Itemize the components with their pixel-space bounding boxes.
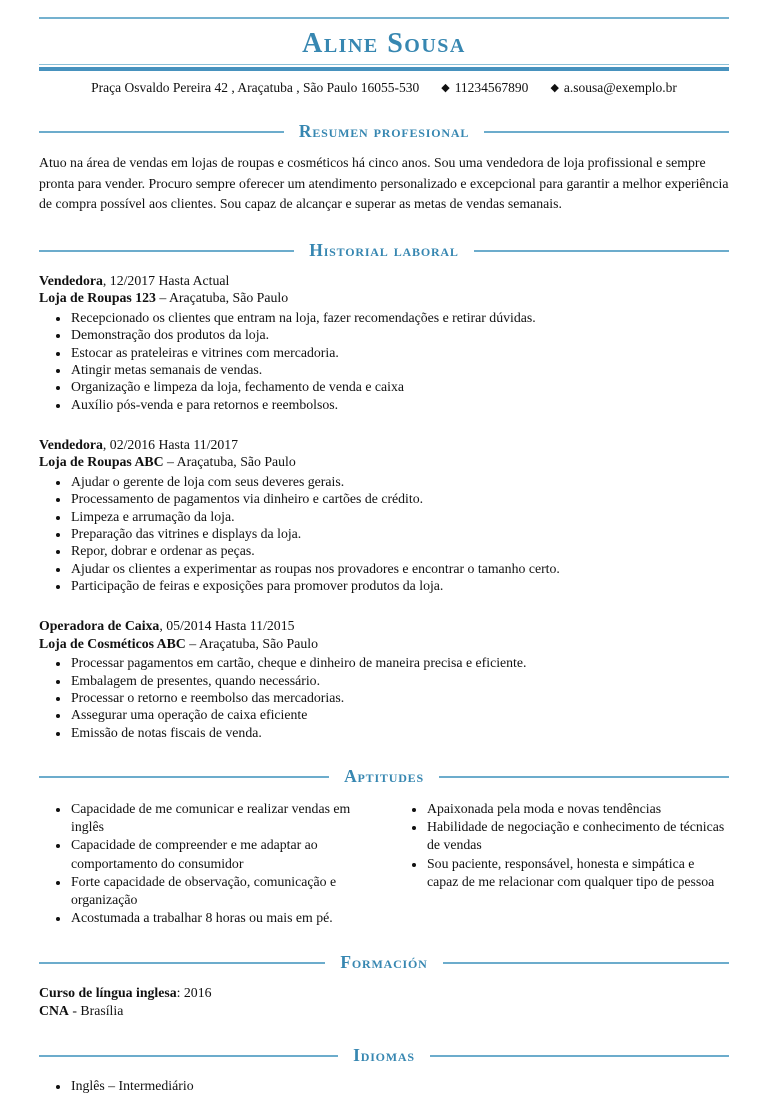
person-name: Aline Sousa [302,28,466,59]
heading-rule-right [430,1055,729,1057]
job-entry [39,272,729,413]
diamond-icon: ◆ [550,82,559,94]
job-duty: • Demonstração dos produtos da loja. [70,326,729,343]
job-title-line [39,436,729,453]
contact-email: a.sousa@exemplo.br [563,80,677,95]
job-title-line [39,617,729,634]
section-title-skills: Aptitudes [344,766,424,787]
job-entry [39,617,729,741]
contact-phone: 11234567890 [454,80,529,95]
section-title-education: Formación [340,952,428,973]
skill-item: • Sou paciente, responsável, honesta e simpática e capaz de me relacionar com qualquer tipo de pessoa [426,855,729,891]
skills-list-left [39,800,384,927]
heading-rule-right [484,131,729,133]
job-location: – Araçatuba, São Paulo [155,290,289,306]
summary-text: Atuo na área de vendas em lojas de roupas e cosméticos há cinco anos. Sou uma vendedora de loja profissional e sempre pronta para vender. Procuro sempre oferecer um atendimento personalizado e excepcional para garantir a melhor experiência de compra possível aos clientes. Sou capaz de alcançar e superar as metas de vendas semanais. [39,155,729,212]
job-duty: • Organização e limpeza da loja, fechamento de venda e caixa [70,378,729,395]
job-duty: • Participação de feiras e exposições para promover produtos da loja. [70,577,729,594]
heading-rule-right [443,962,729,964]
section-heading-summary [39,121,729,142]
section-heading-education [39,952,729,973]
education-school: CNA [39,1003,69,1019]
header-divider [39,64,729,71]
skills-column-right [384,798,729,927]
job-duty: • Embalagem de presentes, quando necessário. [70,672,729,689]
job-duty: • Limpeza e arrumação da loja. [70,508,729,525]
heading-rule-left [39,131,284,133]
job-duty: • Auxílio pós-venda e para retornos e reembolsos. [70,396,729,413]
job-duty: • Ajudar os clientes a experimentar as roupas nos provadores e encontrar o tamanho certo. [70,560,729,577]
skills-list-right [384,800,729,891]
heading-rule-left [39,250,294,252]
heading-rule-right [439,776,729,778]
skill-item: • Habilidade de negociação e conhecimento de técnicas de vendas [426,818,729,854]
job-duty: • Repor, dobrar e ordenar as peças. [70,542,729,559]
job-duty: • Emissão de notas fiscais de venda. [70,724,729,741]
skill-item: • Capacidade de compreender e me adaptar ao comportamento do consumidor [70,836,384,872]
job-dates: , 12/2017 Hasta Actual [102,273,230,289]
skills-columns [39,798,729,927]
job-role: Vendedora [39,273,103,289]
heading-rule-left [39,776,329,778]
heading-rule-left [39,962,325,964]
job-company-line [39,289,729,306]
heading-rule-right [474,250,729,252]
language-item: • Inglês – Intermediário [70,1077,729,1094]
job-company: Loja de Roupas ABC [39,454,164,470]
diamond-icon: ◆ [441,82,450,94]
job-dates: , 05/2014 Hasta 11/2015 [159,618,295,634]
job-duty: • Processar pagamentos em cartão, cheque e dinheiro de maneira precisa e eficiente. [70,654,729,671]
job-company-line [39,635,729,652]
job-duties-list [39,473,729,595]
job-duty: • Processar o retorno e reembolso das mercadorias. [70,689,729,706]
job-duty: • Recepcionado os clientes que entram na loja, fazer recomendações e retirar dúvidas. [70,309,729,326]
job-duty: • Preparação das vitrines e displays da loja. [70,525,729,542]
education-location: - Brasília [68,1003,124,1019]
education-degree-line [39,984,729,1002]
section-heading-languages [39,1045,729,1066]
job-duty: • Estocar as prateleiras e vitrines com mercadoria. [70,344,729,361]
languages-list [39,1077,729,1094]
job-duties-list [39,309,729,413]
job-company-line [39,453,729,470]
skills-column-left [39,798,384,927]
job-role: Vendedora [39,437,103,453]
heading-rule-left [39,1055,338,1057]
job-dates: , 02/2016 Hasta 11/2017 [102,437,239,453]
job-company: Loja de Cosméticos ABC [39,635,186,651]
section-title-experience: Historial laboral [309,240,459,261]
job-duty: • Assegurar uma operação de caixa eficiente [70,706,729,723]
job-duty: • Ajudar o gerente de loja com seus deveres gerais. [70,473,729,490]
job-company: Loja de Roupas 123 [39,290,156,306]
skill-item: • Forte capacidade de observação, comunicação e organização [70,873,384,909]
contact-address: Praça Osvaldo Pereira 42 , Araçatuba , São Paulo 16055-530 [91,80,420,95]
job-role: Operadora de Caixa [39,618,160,634]
job-duty: • Atingir metas semanais de vendas. [70,361,729,378]
job-entry [39,436,729,594]
job-title-line [39,272,729,289]
skill-item: • Acostumada a trabalhar 8 horas ou mais em pé. [70,909,384,927]
job-duties-list [39,654,729,741]
education-year: : 2016 [176,985,212,1001]
section-heading-skills [39,766,729,787]
section-title-languages: Idiomas [353,1045,415,1066]
contact-line [39,80,729,96]
top-divider [39,17,729,19]
job-location: – Araçatuba, São Paulo [185,635,318,651]
education-school-line [39,1002,729,1020]
section-title-summary: Resumen profesional [298,121,470,141]
section-heading-experience [39,240,729,261]
skill-item: • Apaixonada pela moda e novas tendências [426,800,729,818]
job-duty: • Processamento de pagamentos via dinheiro e cartões de crédito. [70,490,729,507]
skill-item: • Capacidade de me comunicar e realizar vendas em inglês [70,800,384,836]
job-location: – Araçatuba, São Paulo [163,454,296,470]
education-degree: Curso de língua inglesa [39,985,177,1001]
